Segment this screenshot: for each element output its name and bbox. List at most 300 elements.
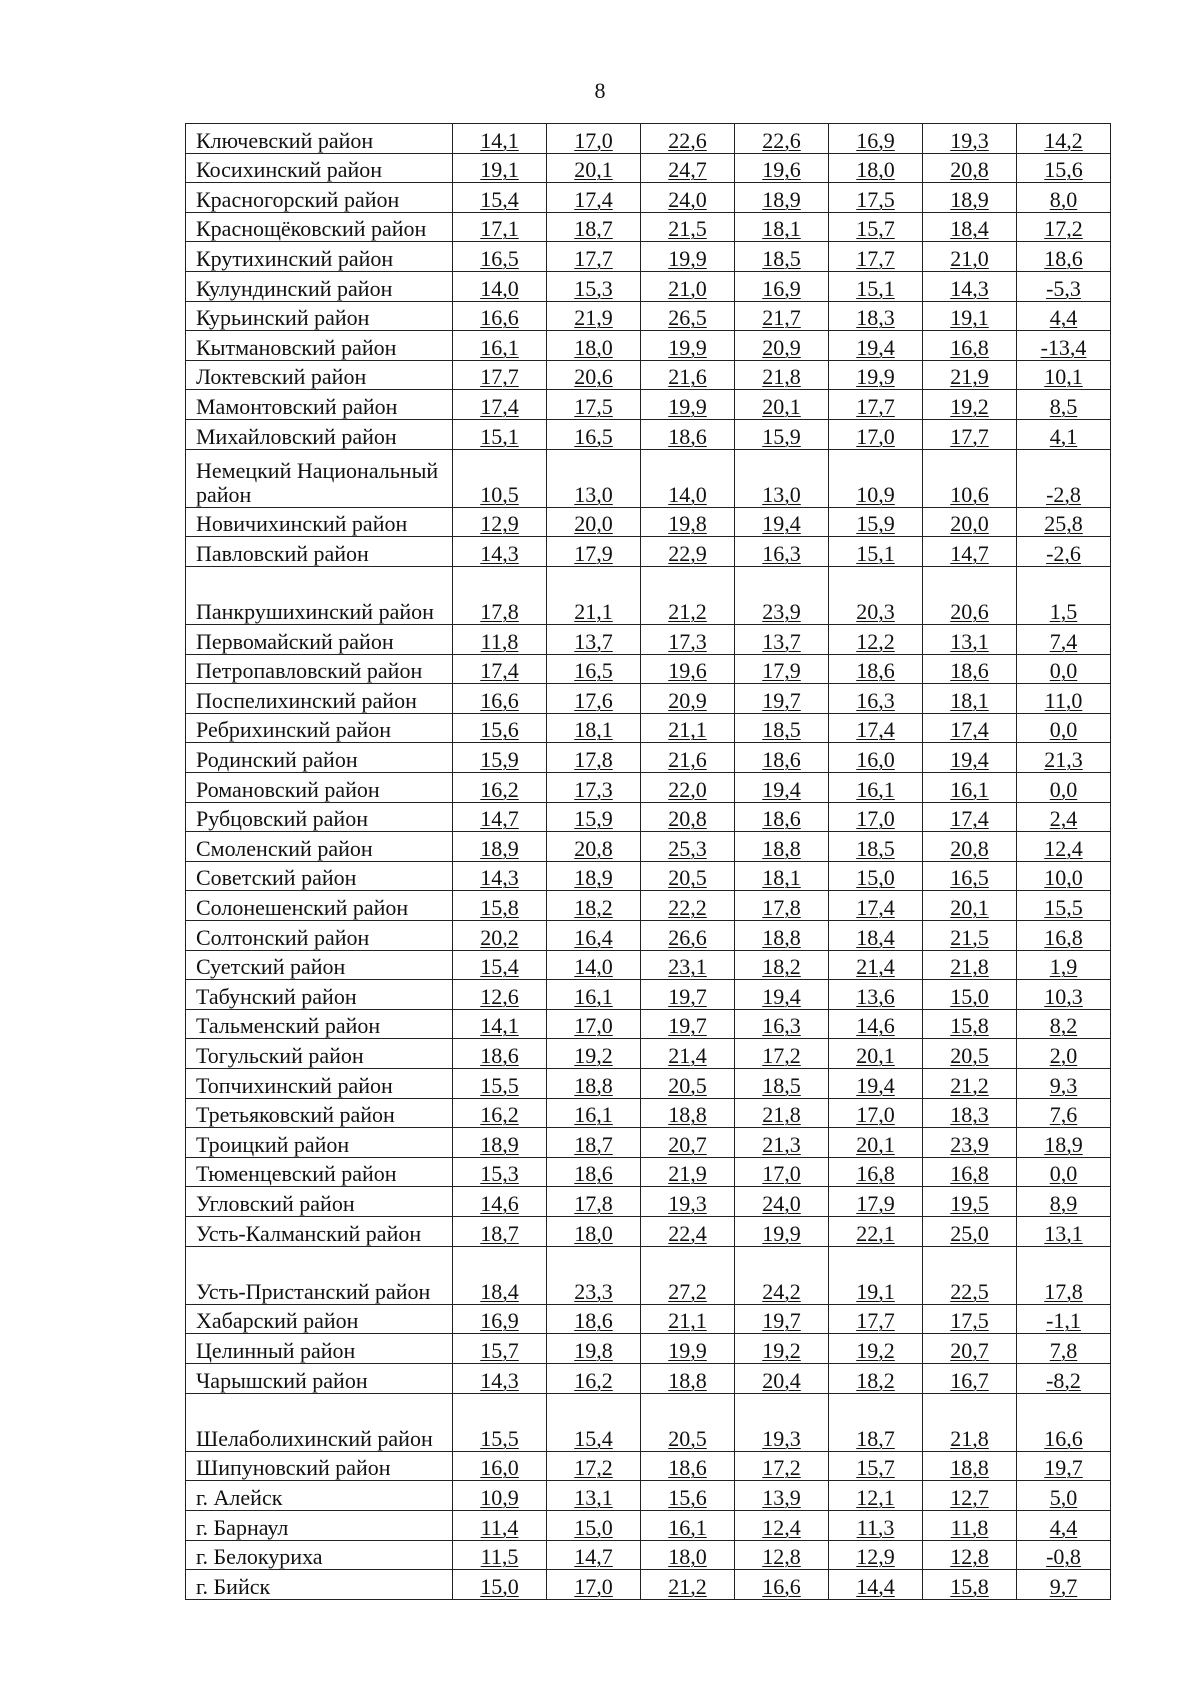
value-cell: 14,2 — [1017, 124, 1111, 154]
table-row — [186, 507, 1111, 537]
table-row — [186, 802, 1111, 832]
value-cell: 25,0 — [923, 1216, 1017, 1246]
value-cell: 2,4 — [1017, 802, 1111, 832]
table-row — [186, 566, 1111, 624]
value-cell: 15,9 — [547, 802, 641, 832]
table-row — [186, 331, 1111, 361]
value-cell: 19,9 — [641, 390, 735, 420]
value-cell: 19,7 — [735, 1304, 829, 1334]
table-row — [186, 625, 1111, 655]
value-cell: 19,2 — [829, 1334, 923, 1364]
value-cell: 23,3 — [547, 1246, 641, 1304]
value-cell: 13,1 — [923, 625, 1017, 655]
value-cell: 17,9 — [829, 1187, 923, 1217]
district-name-cell: Кытмановский район — [186, 331, 453, 361]
value-cell: 15,3 — [547, 271, 641, 301]
value-cell: 18,9 — [453, 1128, 547, 1158]
value-cell: 19,1 — [453, 153, 547, 183]
value-cell: -13,4 — [1017, 331, 1111, 361]
value-cell: 14,6 — [829, 1009, 923, 1039]
value-cell: 18,3 — [829, 301, 923, 331]
value-cell: 19,6 — [735, 153, 829, 183]
district-name-cell: Первомайский район — [186, 625, 453, 655]
value-cell: 12,4 — [735, 1510, 829, 1540]
value-cell: 21,1 — [641, 713, 735, 743]
value-cell: 20,7 — [923, 1334, 1017, 1364]
value-cell: 10,9 — [453, 1481, 547, 1511]
value-cell: 25,8 — [1017, 507, 1111, 537]
value-cell: 16,5 — [547, 419, 641, 449]
value-cell: 8,0 — [1017, 183, 1111, 213]
value-cell: 4,4 — [1017, 301, 1111, 331]
value-cell: 14,7 — [923, 537, 1017, 567]
value-cell: 14,4 — [829, 1570, 923, 1600]
value-cell: 20,6 — [547, 360, 641, 390]
value-cell: 14,0 — [547, 950, 641, 980]
table-row — [186, 153, 1111, 183]
value-cell: 15,9 — [453, 743, 547, 773]
value-cell: 12,2 — [829, 625, 923, 655]
value-cell: 17,7 — [829, 1304, 923, 1334]
value-cell: 11,8 — [453, 625, 547, 655]
table-row — [186, 1451, 1111, 1481]
value-cell: 24,7 — [641, 153, 735, 183]
district-name-cell: Усть-Пристанский район — [186, 1246, 453, 1304]
district-name-cell: Локтевский район — [186, 360, 453, 390]
value-cell: 0,0 — [1017, 713, 1111, 743]
value-cell: 18,6 — [829, 654, 923, 684]
value-cell: 23,9 — [923, 1128, 1017, 1158]
district-name-cell: Кулундинский район — [186, 271, 453, 301]
value-cell: -2,6 — [1017, 537, 1111, 567]
value-cell: 18,6 — [547, 1157, 641, 1187]
district-name-cell: Тогульский район — [186, 1039, 453, 1069]
value-cell: 10,5 — [453, 449, 547, 507]
value-cell: 18,6 — [923, 654, 1017, 684]
value-cell: 16,2 — [453, 1098, 547, 1128]
table-row — [186, 654, 1111, 684]
value-cell: 15,0 — [547, 1510, 641, 1540]
district-name-cell: Усть-Калманский район — [186, 1216, 453, 1246]
value-cell: 19,7 — [1017, 1451, 1111, 1481]
page-number: 8 — [594, 78, 606, 103]
value-cell: 27,2 — [641, 1246, 735, 1304]
table-row — [186, 301, 1111, 331]
value-cell: 16,5 — [453, 242, 547, 272]
value-cell: 17,0 — [829, 419, 923, 449]
value-cell: 25,3 — [641, 832, 735, 862]
district-name-cell: Суетский район — [186, 950, 453, 980]
value-cell: 8,5 — [1017, 390, 1111, 420]
district-name-cell: Романовский район — [186, 773, 453, 803]
value-cell: 2,0 — [1017, 1039, 1111, 1069]
value-cell: 16,7 — [923, 1363, 1017, 1393]
value-cell: 20,2 — [453, 921, 547, 951]
table-row — [186, 891, 1111, 921]
value-cell: 18,9 — [547, 861, 641, 891]
table-row — [186, 773, 1111, 803]
value-cell: 16,1 — [547, 980, 641, 1010]
table-row — [186, 360, 1111, 390]
value-cell: 20,1 — [923, 891, 1017, 921]
value-cell: 24,0 — [735, 1187, 829, 1217]
value-cell: 18,8 — [735, 832, 829, 862]
value-cell: 18,4 — [829, 921, 923, 951]
value-cell: 16,8 — [923, 1157, 1017, 1187]
value-cell: 11,3 — [829, 1510, 923, 1540]
value-cell: 21,3 — [735, 1128, 829, 1158]
value-cell: 13,6 — [829, 980, 923, 1010]
value-cell: 18,1 — [547, 713, 641, 743]
value-cell: 22,6 — [735, 124, 829, 154]
value-cell: 13,1 — [1017, 1216, 1111, 1246]
value-cell: 16,2 — [453, 773, 547, 803]
value-cell: 21,2 — [641, 1570, 735, 1600]
value-cell: 14,0 — [453, 271, 547, 301]
value-cell: 17,0 — [829, 1098, 923, 1128]
value-cell: 21,4 — [829, 950, 923, 980]
table-row — [186, 1069, 1111, 1099]
value-cell: 18,5 — [829, 832, 923, 862]
value-cell: 15,0 — [829, 861, 923, 891]
value-cell: 13,7 — [547, 625, 641, 655]
value-cell: 17,7 — [829, 242, 923, 272]
value-cell: 15,8 — [923, 1009, 1017, 1039]
district-name-cell: Троицкий район — [186, 1128, 453, 1158]
value-cell: 17,2 — [735, 1039, 829, 1069]
value-cell: 18,1 — [735, 861, 829, 891]
value-cell: 16,4 — [547, 921, 641, 951]
value-cell: 16,1 — [453, 331, 547, 361]
value-cell: 10,9 — [829, 449, 923, 507]
value-cell: 22,6 — [641, 124, 735, 154]
value-cell: 18,0 — [547, 1216, 641, 1246]
value-cell: 18,6 — [641, 419, 735, 449]
table-row — [186, 124, 1111, 154]
value-cell: 18,4 — [923, 212, 1017, 242]
value-cell: 18,2 — [547, 891, 641, 921]
value-cell: 21,2 — [641, 566, 735, 624]
district-name-cell: г. Барнаул — [186, 1510, 453, 1540]
value-cell: 11,4 — [453, 1510, 547, 1540]
value-cell: 0,0 — [1017, 654, 1111, 684]
value-cell: 21,3 — [1017, 743, 1111, 773]
value-cell: 18,5 — [735, 1069, 829, 1099]
table-row — [186, 1246, 1111, 1304]
value-cell: 15,4 — [547, 1393, 641, 1451]
value-cell: 14,3 — [453, 1363, 547, 1393]
district-name-cell: Целинный район — [186, 1334, 453, 1364]
value-cell: 18,7 — [547, 212, 641, 242]
value-cell: 21,8 — [923, 950, 1017, 980]
value-cell: 15,7 — [829, 1451, 923, 1481]
value-cell: 19,5 — [923, 1187, 1017, 1217]
value-cell: 21,2 — [923, 1069, 1017, 1099]
value-cell: 20,9 — [735, 331, 829, 361]
district-name-cell: Курьинский район — [186, 301, 453, 331]
value-cell: 19,1 — [923, 301, 1017, 331]
value-cell: 17,0 — [547, 1570, 641, 1600]
value-cell: 21,5 — [641, 212, 735, 242]
table-row — [186, 1304, 1111, 1334]
value-cell: 20,0 — [547, 507, 641, 537]
value-cell: 17,8 — [547, 1187, 641, 1217]
value-cell: 16,3 — [735, 1009, 829, 1039]
value-cell: 12,9 — [829, 1540, 923, 1570]
value-cell: 16,3 — [829, 684, 923, 714]
table-row — [186, 1363, 1111, 1393]
value-cell: 17,5 — [923, 1304, 1017, 1334]
value-cell: 20,5 — [641, 1069, 735, 1099]
value-cell: 20,1 — [735, 390, 829, 420]
value-cell: 13,0 — [547, 449, 641, 507]
value-cell: 18,8 — [641, 1098, 735, 1128]
table-row — [186, 684, 1111, 714]
value-cell: 0,0 — [1017, 1157, 1111, 1187]
value-cell: 12,7 — [923, 1481, 1017, 1511]
value-cell: 20,1 — [829, 1039, 923, 1069]
value-cell: 16,8 — [1017, 921, 1111, 951]
value-cell: 20,5 — [923, 1039, 1017, 1069]
value-cell: 17,3 — [547, 773, 641, 803]
table-row — [186, 1393, 1111, 1451]
value-cell: -2,8 — [1017, 449, 1111, 507]
value-cell: 18,1 — [923, 684, 1017, 714]
district-name-cell: Рубцовский район — [186, 802, 453, 832]
table-row — [186, 1510, 1111, 1540]
value-cell: -5,3 — [1017, 271, 1111, 301]
district-name-cell: Табунский район — [186, 980, 453, 1010]
value-cell: 15,1 — [829, 271, 923, 301]
value-cell: 14,3 — [453, 537, 547, 567]
value-cell: 16,2 — [547, 1363, 641, 1393]
value-cell: 19,9 — [641, 331, 735, 361]
table-row — [186, 861, 1111, 891]
value-cell: 20,8 — [923, 153, 1017, 183]
value-cell: 15,0 — [923, 980, 1017, 1010]
value-cell: 15,9 — [735, 419, 829, 449]
value-cell: 17,5 — [829, 183, 923, 213]
table-row — [186, 950, 1111, 980]
value-cell: 14,7 — [453, 802, 547, 832]
value-cell: 17,4 — [829, 713, 923, 743]
value-cell: 20,8 — [641, 802, 735, 832]
value-cell: 17,9 — [547, 537, 641, 567]
value-cell: 21,5 — [923, 921, 1017, 951]
value-cell: 16,0 — [453, 1451, 547, 1481]
value-cell: 18,0 — [641, 1540, 735, 1570]
value-cell: 14,3 — [923, 271, 1017, 301]
value-cell: 20,7 — [641, 1128, 735, 1158]
value-cell: 18,8 — [923, 1451, 1017, 1481]
value-cell: 17,0 — [547, 124, 641, 154]
value-cell: 22,9 — [641, 537, 735, 567]
value-cell: 20,1 — [829, 1128, 923, 1158]
value-cell: 21,8 — [735, 1098, 829, 1128]
value-cell: 15,1 — [829, 537, 923, 567]
value-cell: 14,7 — [547, 1540, 641, 1570]
value-cell: 15,9 — [829, 507, 923, 537]
district-name-cell: Крутихинский район — [186, 242, 453, 272]
value-cell: 22,0 — [641, 773, 735, 803]
district-name-cell: Чарышский район — [186, 1363, 453, 1393]
district-name-cell: Панкрушихинский район — [186, 566, 453, 624]
value-cell: 18,7 — [453, 1216, 547, 1246]
value-cell: 17,2 — [735, 1451, 829, 1481]
value-cell: 18,9 — [735, 183, 829, 213]
value-cell: 13,0 — [735, 449, 829, 507]
value-cell: 16,6 — [735, 1570, 829, 1600]
value-cell: 24,2 — [735, 1246, 829, 1304]
value-cell: 21,4 — [641, 1039, 735, 1069]
value-cell: 14,1 — [453, 1009, 547, 1039]
value-cell: 16,9 — [735, 271, 829, 301]
value-cell: 18,7 — [829, 1393, 923, 1451]
value-cell: 16,1 — [547, 1098, 641, 1128]
district-name-cell: Родинский район — [186, 743, 453, 773]
value-cell: 19,7 — [641, 980, 735, 1010]
value-cell: 20,0 — [923, 507, 1017, 537]
value-cell: 22,5 — [923, 1246, 1017, 1304]
value-cell: 17,4 — [829, 891, 923, 921]
value-cell: 21,9 — [547, 301, 641, 331]
value-cell: 10,6 — [923, 449, 1017, 507]
value-cell: 14,6 — [453, 1187, 547, 1217]
table-row — [186, 1540, 1111, 1570]
value-cell: 17,8 — [453, 566, 547, 624]
value-cell: 8,9 — [1017, 1187, 1111, 1217]
value-cell: 18,4 — [453, 1246, 547, 1304]
district-name-cell: Хабарский район — [186, 1304, 453, 1334]
value-cell: 21,1 — [641, 1304, 735, 1334]
table-row — [186, 271, 1111, 301]
district-name-cell: г. Белокуриха — [186, 1540, 453, 1570]
value-cell: 15,6 — [641, 1481, 735, 1511]
value-cell: 19,9 — [735, 1216, 829, 1246]
value-cell: 17,0 — [829, 802, 923, 832]
value-cell: 16,8 — [923, 331, 1017, 361]
value-cell: 19,3 — [735, 1393, 829, 1451]
value-cell: 19,3 — [923, 124, 1017, 154]
value-cell: 20,3 — [829, 566, 923, 624]
table-row — [186, 1157, 1111, 1187]
district-name-cell: Красногорский район — [186, 183, 453, 213]
value-cell: 19,4 — [735, 980, 829, 1010]
value-cell: 18,8 — [735, 921, 829, 951]
value-cell: 18,6 — [735, 802, 829, 832]
value-cell: 20,6 — [923, 566, 1017, 624]
district-name-cell: Тальменский район — [186, 1009, 453, 1039]
value-cell: 13,9 — [735, 1481, 829, 1511]
district-name-cell: Тюменцевский район — [186, 1157, 453, 1187]
value-cell: 10,1 — [1017, 360, 1111, 390]
table-row — [186, 1128, 1111, 1158]
value-cell: 17,4 — [923, 713, 1017, 743]
district-name-cell: Ключевский район — [186, 124, 453, 154]
value-cell: 24,0 — [641, 183, 735, 213]
value-cell: 17,0 — [547, 1009, 641, 1039]
value-cell: 17,4 — [453, 654, 547, 684]
district-name-cell: г. Бийск — [186, 1570, 453, 1600]
value-cell: 15,5 — [453, 1069, 547, 1099]
value-cell: 22,1 — [829, 1216, 923, 1246]
value-cell: 4,4 — [1017, 1510, 1111, 1540]
table-row — [186, 390, 1111, 420]
value-cell: 19,2 — [923, 390, 1017, 420]
value-cell: 15,0 — [453, 1570, 547, 1600]
value-cell: 15,5 — [453, 1393, 547, 1451]
value-cell: 19,4 — [829, 331, 923, 361]
value-cell: 9,3 — [1017, 1069, 1111, 1099]
value-cell: 17,9 — [735, 654, 829, 684]
value-cell: 26,5 — [641, 301, 735, 331]
value-cell: 7,8 — [1017, 1334, 1111, 1364]
value-cell: 4,1 — [1017, 419, 1111, 449]
table-row — [186, 537, 1111, 567]
value-cell: 18,6 — [1017, 242, 1111, 272]
value-cell: 18,6 — [735, 743, 829, 773]
value-cell: 16,8 — [829, 1157, 923, 1187]
value-cell: 23,1 — [641, 950, 735, 980]
table-row — [186, 1039, 1111, 1069]
value-cell: 16,1 — [829, 773, 923, 803]
district-name-cell: Немецкий Национальный район — [186, 449, 453, 507]
value-cell: 26,6 — [641, 921, 735, 951]
value-cell: 18,9 — [453, 832, 547, 862]
value-cell: 18,5 — [735, 713, 829, 743]
value-cell: 18,9 — [923, 183, 1017, 213]
value-cell: 20,1 — [547, 153, 641, 183]
table-row — [186, 419, 1111, 449]
value-cell: 14,3 — [453, 861, 547, 891]
table-row — [186, 713, 1111, 743]
value-cell: 21,0 — [641, 271, 735, 301]
value-cell: 7,4 — [1017, 625, 1111, 655]
table-row — [186, 449, 1111, 507]
value-cell: 15,4 — [453, 183, 547, 213]
value-cell: 18,9 — [1017, 1128, 1111, 1158]
value-cell: 21,6 — [641, 360, 735, 390]
value-cell: 20,4 — [735, 1363, 829, 1393]
value-cell: 15,1 — [453, 419, 547, 449]
value-cell: 19,2 — [547, 1039, 641, 1069]
value-cell: 19,9 — [641, 1334, 735, 1364]
district-name-cell: Краснощёковский район — [186, 212, 453, 242]
value-cell: 19,8 — [641, 507, 735, 537]
district-name-cell: Угловский район — [186, 1187, 453, 1217]
district-name-cell: Новичихинский район — [186, 507, 453, 537]
value-cell: 19,4 — [829, 1069, 923, 1099]
district-data-table — [185, 123, 1111, 1600]
value-cell: 16,6 — [1017, 1393, 1111, 1451]
value-cell: -1,1 — [1017, 1304, 1111, 1334]
value-cell: 17,8 — [547, 743, 641, 773]
value-cell: 8,2 — [1017, 1009, 1111, 1039]
value-cell: 18,6 — [453, 1039, 547, 1069]
value-cell: 19,8 — [547, 1334, 641, 1364]
table-row — [186, 921, 1111, 951]
district-name-cell: Шелаболихинский район — [186, 1393, 453, 1451]
value-cell: 16,3 — [735, 537, 829, 567]
value-cell: 19,3 — [641, 1187, 735, 1217]
value-cell: 19,6 — [641, 654, 735, 684]
value-cell: 20,8 — [547, 832, 641, 862]
table-row — [186, 1570, 1111, 1600]
value-cell: 19,7 — [735, 684, 829, 714]
value-cell: 18,7 — [547, 1128, 641, 1158]
value-cell: 17,8 — [735, 891, 829, 921]
value-cell: 19,2 — [735, 1334, 829, 1364]
